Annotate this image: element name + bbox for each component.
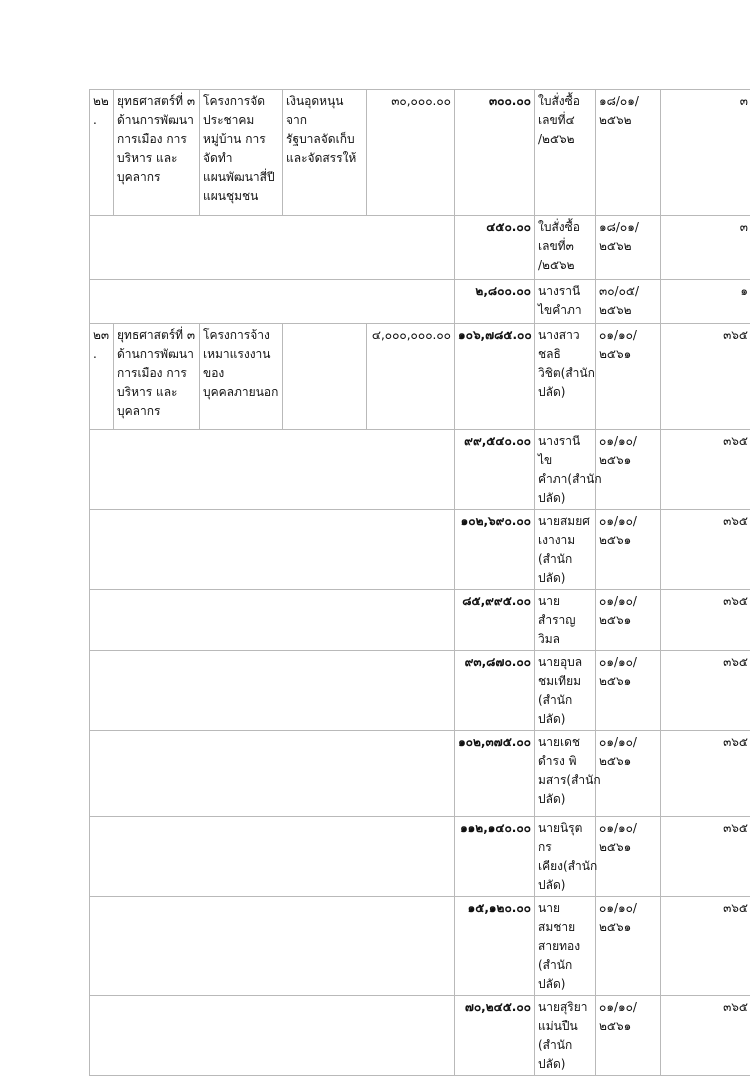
amount-cell: ๒,๘๐๐.๐๐ (455, 280, 535, 324)
date-cell: ๑๘/๐๑/ ๒๕๖๒ (596, 216, 661, 280)
empty-merged-cell (90, 510, 455, 590)
days-cell: ๓๖๕ (661, 731, 750, 817)
date-cell: ๐๑/๑๐/ ๒๕๖๑ (596, 897, 661, 996)
days-cell: ๓๖๕ (661, 590, 750, 651)
empty-merged-cell (90, 430, 455, 510)
strategy-cell: ยุทธศาสตร์ที่ ๓ ด้านการพัฒนา การเมือง การ บริหาร และ บุคลากร (114, 324, 200, 430)
reference-cell: นางรานี ไข คำภา(สำนัก ปลัด) (535, 430, 596, 510)
reference-cell: ใบสั่งซื้อ เลขที่๓ /๒๕๖๒ (535, 216, 596, 280)
empty-merged-cell (90, 590, 455, 651)
date-cell: ๐๑/๑๐/ ๒๕๖๑ (596, 651, 661, 731)
table-row (90, 996, 750, 1076)
reference-cell: นายนิรุต กร เคียง(สำนัก ปลัด) (535, 817, 596, 897)
date-cell: ๐๑/๑๐/ ๒๕๖๑ (596, 324, 661, 430)
date-cell: ๐๑/๑๐/ ๒๕๖๑ (596, 996, 661, 1076)
empty-merged-cell (90, 996, 455, 1076)
amount-cell: ๑๑๒,๑๔๐.๐๐ (455, 817, 535, 897)
strategy-cell: ยุทธศาสตร์ที่ ๓ ด้านการพัฒนา การเมือง การ บริหาร และ บุคลากร (114, 90, 200, 216)
date-cell: ๑๘/๐๑/ ๒๕๖๒ (596, 90, 661, 216)
reference-cell: นางสาวชลธิ วิชิต(สำนัก ปลัด) (535, 324, 596, 430)
amount-cell: ๑๕,๑๒๐.๐๐ (455, 897, 535, 996)
amount-cell: ๑๐๖,๗๘๕.๐๐ (455, 324, 535, 430)
days-cell: ๓ (661, 90, 750, 216)
budget-source-cell: เงินอุดหนุนจาก รัฐบาลจัดเก็บ และจัดสรรให้ (283, 90, 367, 216)
empty-merged-cell (90, 216, 455, 280)
empty-merged-cell (90, 280, 455, 324)
days-cell: ๓๖๕ (661, 324, 750, 430)
reference-cell: นายสมชาย สายทอง (สำนักปลัด) (535, 897, 596, 996)
days-cell: ๓ (661, 216, 750, 280)
date-cell: ๐๑/๑๐/ ๒๕๖๑ (596, 817, 661, 897)
empty-merged-cell (90, 817, 455, 897)
date-cell: ๐๑/๑๐/ ๒๕๖๑ (596, 590, 661, 651)
reference-cell: นายสุริยา แม่นปืน (สำนักปลัด) (535, 996, 596, 1076)
budget-cell: ๓๐,๐๐๐.๐๐ (367, 90, 455, 216)
table-row (90, 90, 750, 216)
amount-cell: ๙๓,๘๗๐.๐๐ (455, 651, 535, 731)
procurement-table (89, 89, 750, 1076)
reference-cell: ใบสั่งซื้อ เลขที่๔ /๒๕๖๒ (535, 90, 596, 216)
project-cell: โครงการจัด ประชาคม หมู่บ้าน การ จัดทำ แผนพัฒนาสี่ปี แผนชุมชน (200, 90, 283, 216)
amount-cell: ๑๐๒,๓๗๕.๐๐ (455, 731, 535, 817)
table-row (90, 216, 750, 280)
reference-cell: นายสำราญ วิมล (535, 590, 596, 651)
days-cell: ๓๖๕ (661, 996, 750, 1076)
empty-merged-cell (90, 897, 455, 996)
amount-cell: ๔๕๐.๐๐ (455, 216, 535, 280)
days-cell: ๓๖๕ (661, 651, 750, 731)
reference-cell: นางรานี ไขคำภา (535, 280, 596, 324)
days-cell: ๓๖๕ (661, 510, 750, 590)
table-row (90, 817, 750, 897)
table-row (90, 590, 750, 651)
empty-merged-cell (90, 731, 455, 817)
reference-cell: นายสมยศ เงางาม (สำนักปลัด) (535, 510, 596, 590)
date-cell: ๐๑/๑๐/ ๒๕๖๑ (596, 731, 661, 817)
table-row (90, 324, 750, 430)
days-cell: ๓๖๕ (661, 430, 750, 510)
item-number: ๒๒ . (90, 90, 114, 216)
table-row (90, 510, 750, 590)
project-cell: โครงการจ้าง เหมาแรงงาน ของ บุคคลภายนอก (200, 324, 283, 430)
amount-cell: ๗๐,๒๔๕.๐๐ (455, 996, 535, 1076)
date-cell: ๐๑/๑๐/ ๒๕๖๑ (596, 430, 661, 510)
reference-cell: นายเดช ดำรง พิ มสาร(สำนัก ปลัด) (535, 731, 596, 817)
days-cell: ๓๖๕ (661, 897, 750, 996)
amount-cell: ๘๕,๙๙๕.๐๐ (455, 590, 535, 651)
budget-cell: ๔,๐๐๐,๐๐๐.๐๐ (367, 324, 455, 430)
days-cell: ๑ (661, 280, 750, 324)
item-number: ๒๓ . (90, 324, 114, 430)
table-row (90, 731, 750, 817)
table-row (90, 430, 750, 510)
amount-cell: ๙๙,๕๔๐.๐๐ (455, 430, 535, 510)
budget-source-cell (283, 324, 367, 430)
date-cell: ๓๐/๐๕/ ๒๕๖๒ (596, 280, 661, 324)
days-cell: ๓๖๕ (661, 817, 750, 897)
table-row (90, 897, 750, 996)
reference-cell: นายอุบล ชมเทียม (สำนักปลัด) (535, 651, 596, 731)
date-cell: ๐๑/๑๐/ ๒๕๖๑ (596, 510, 661, 590)
amount-cell: ๓๐๐.๐๐ (455, 90, 535, 216)
table-row (90, 280, 750, 324)
empty-merged-cell (90, 651, 455, 731)
table-row (90, 651, 750, 731)
amount-cell: ๑๐๒,๖๙๐.๐๐ (455, 510, 535, 590)
